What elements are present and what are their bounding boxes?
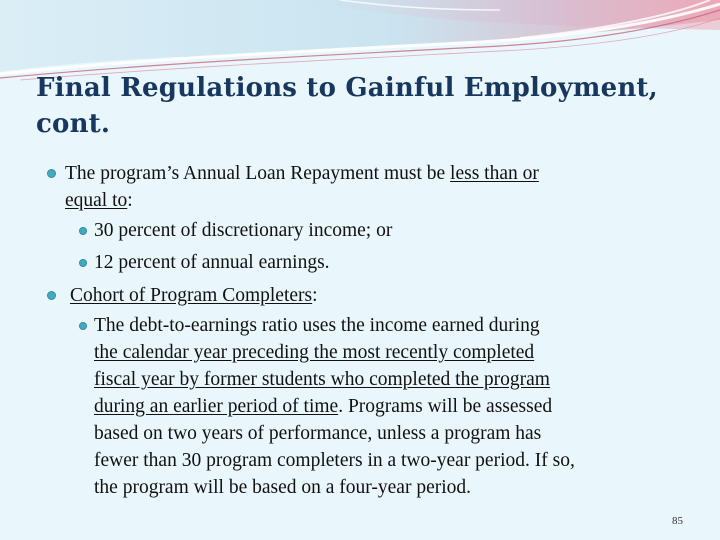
bullet-2-sub-line-7: the program will be based on a four-year period. [94, 477, 472, 498]
bullet-2-sub-line-5: based on two years of performance, unless a program has [94, 423, 542, 444]
bullet-2-sub-line-1: The debt-to-earnings ratio uses the income earned during [94, 315, 540, 336]
bullet-1-underlined-cont: equal to [65, 190, 128, 211]
bullet-1-text: The program’s Annual Loan Repayment must be [65, 163, 451, 184]
slide-title [36, 70, 696, 142]
bullet-dot [79, 227, 87, 235]
bullet-1-underlined: less than or [450, 163, 539, 184]
bullet-2-sub-line-6: fewer than 30 program completers in a two-year period. If so, [94, 450, 575, 471]
bullet-2-sub-line-4 [94, 393, 552, 420]
title-line-1: Final Regulations to Gainful Employment, [36, 73, 658, 103]
bullet-dot [47, 169, 56, 178]
bullet-1-colon: : [127, 190, 133, 211]
bullet-dot [79, 259, 87, 267]
bullet-dot [47, 291, 56, 300]
bullet-2-sub-underlined-end: during an earlier period of time [94, 396, 339, 417]
bullet-2-underlined: Cohort of Program Completers [70, 285, 313, 306]
bullet-2-colon: : [312, 285, 318, 306]
bullet-2-sub-line-3: fiscal year by former students who completed the program [94, 369, 550, 390]
bullet-2-sub-text: . Programs will be assessed [338, 396, 553, 417]
bullet-1-line-1 [65, 160, 539, 187]
bullet-2-line-1 [70, 282, 318, 309]
title-line-2: cont. [36, 109, 111, 139]
bullet-1-sub-2: 12 percent of annual earnings. [94, 252, 330, 273]
bullet-2-sub-line-2: the calendar year preceding the most recently completed [94, 342, 535, 363]
bullet-dot [79, 322, 87, 330]
bullet-1-line-2 [65, 187, 133, 214]
bullet-1-sub-1: 30 percent of discretionary income; or [94, 220, 393, 241]
page-number: 85 [672, 515, 683, 527]
